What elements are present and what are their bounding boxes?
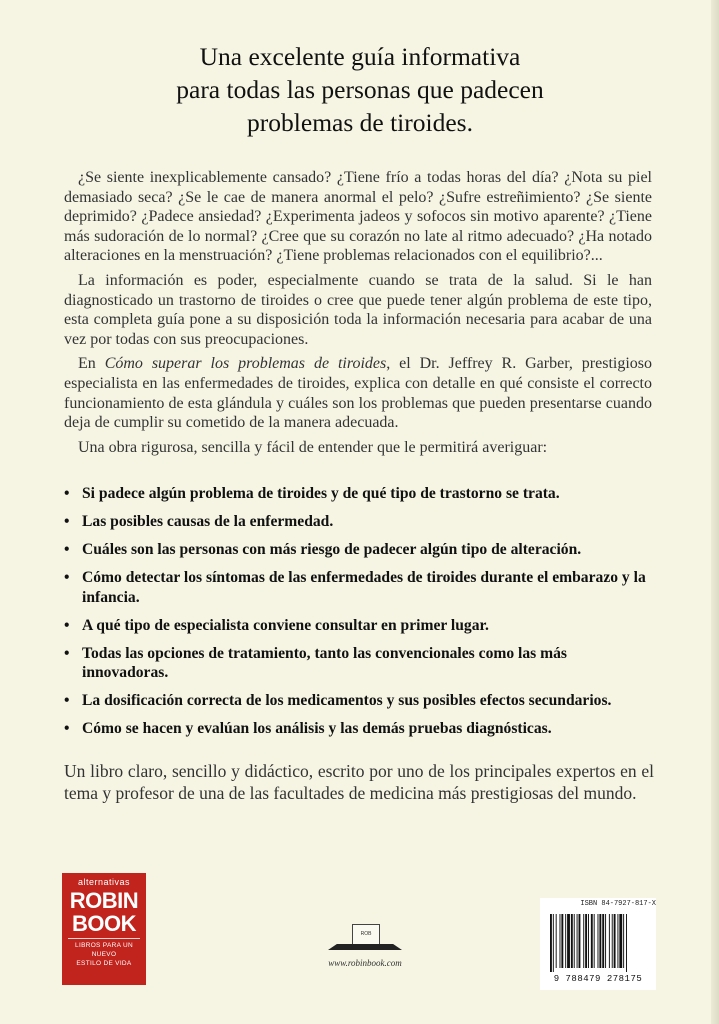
barcode-bar bbox=[565, 914, 566, 968]
author-paragraph-body: , el Dr. Jeffrey R. Garber, prestigioso especialista en las enfermedades de tiroides, explica con detalle en qué consiste el correcto funcionamiento de esta glándula y cuáles son los problemas que pueden presentarse cuando deja de cumplir su cometido de la manera adecuada. bbox=[64, 355, 652, 432]
list-item-text: A qué tipo de especialista conviene consultar en primer lugar. bbox=[82, 616, 489, 634]
bullet-icon: • bbox=[64, 569, 70, 586]
barcode-bar bbox=[605, 914, 606, 968]
barcode-bar bbox=[561, 914, 563, 968]
list-item bbox=[64, 691, 654, 711]
headline-line-3: problemas de tiroides. bbox=[247, 108, 473, 137]
list-item-text: Cómo se hacen y evalúan los análisis y las demás pruebas diagnósticas. bbox=[82, 720, 552, 737]
ean-number: 9 788479 278175 bbox=[553, 974, 643, 984]
barcode-bar bbox=[617, 914, 618, 968]
list-item bbox=[64, 568, 654, 607]
isbn-text: ISBN 84-7927-817-X bbox=[580, 900, 656, 908]
imprint-mark-icon bbox=[352, 924, 380, 946]
bullet-icon: • bbox=[64, 692, 70, 709]
barcode-bar bbox=[556, 914, 557, 968]
bullet-icon: • bbox=[64, 720, 70, 737]
barcode-bar bbox=[574, 914, 575, 968]
barcode-bar bbox=[567, 914, 570, 968]
publisher-website: www.robinbook.com bbox=[328, 958, 402, 968]
logo-brand-line-1: ROBIN bbox=[69, 888, 139, 913]
barcode-block bbox=[540, 898, 656, 990]
topics-list bbox=[64, 484, 654, 747]
barcode-bar bbox=[619, 914, 622, 968]
list-item bbox=[64, 644, 654, 683]
bullet-icon: • bbox=[64, 644, 70, 662]
barcode-icon bbox=[548, 914, 652, 972]
list-item-text: Todas las opciones de tratamiento, tanto las convencionales como las más innovadoras. bbox=[82, 644, 567, 681]
barcode-bar bbox=[553, 914, 554, 972]
intro-paragraph-summary: Una obra rigurosa, sencilla y fácil de entender que le permitirá averiguar: bbox=[78, 438, 548, 456]
barcode-bar bbox=[585, 914, 587, 968]
intro-paragraph-author bbox=[64, 354, 652, 432]
barcode-bar bbox=[598, 914, 599, 968]
list-item bbox=[64, 484, 654, 504]
headline bbox=[60, 40, 660, 139]
logo-brand-line-2: BOOK bbox=[72, 911, 136, 936]
intro-text bbox=[64, 168, 652, 462]
headline-line-2: para todas las personas que padecen bbox=[176, 75, 544, 104]
imprint-base-shape bbox=[328, 944, 402, 950]
publisher-logo bbox=[62, 873, 146, 985]
barcode-bar bbox=[599, 914, 601, 968]
barcode-bar bbox=[588, 914, 589, 968]
barcode-bar bbox=[577, 914, 578, 968]
list-item bbox=[64, 616, 654, 636]
book-title: Cómo superar los problemas de tiroides bbox=[104, 355, 387, 373]
barcode-bar bbox=[550, 914, 552, 972]
bullet-icon: • bbox=[64, 513, 70, 530]
intro-paragraph-information: La información es poder, especialmente cuando se trata de la salud. Si le han diagnosticado un trastorno de tiroides o cree que puede tener algún problema de este tipo, esta completa guía pone a su disposición toda la información necesaria para acabar de una vez por todas con sus preocupaciones. bbox=[64, 271, 652, 348]
list-item bbox=[64, 512, 654, 532]
barcode-bar bbox=[594, 914, 595, 968]
headline-line-1: Una excelente guía informativa bbox=[199, 42, 521, 71]
barcode-bar bbox=[612, 914, 613, 968]
closing-paragraph: Un libro claro, sencillo y didáctico, escrito por uno de los principales expertos en el tema y profesor de una de las facultades de medicina más prestigiosas del mundo. bbox=[64, 761, 654, 803]
barcode-bar bbox=[602, 914, 604, 968]
barcode-bar bbox=[579, 914, 581, 968]
barcode-bar bbox=[560, 914, 561, 968]
barcode-bar bbox=[614, 914, 616, 968]
logo-subtitle-line-1: LIBROS PARA UN NUEVO bbox=[75, 942, 133, 958]
bullet-icon: • bbox=[64, 541, 70, 558]
bullet-icon: • bbox=[64, 616, 70, 634]
logo-subtitle-line-2: ESTILO DE VIDA bbox=[76, 960, 132, 967]
book-spine-edge bbox=[711, 0, 719, 1024]
barcode-bar bbox=[571, 914, 573, 968]
list-item-text: Si padece algún problema de tiroides y de qué tipo de trastorno se trata. bbox=[82, 485, 560, 502]
barcode-bar bbox=[609, 914, 610, 968]
list-item-text: Cómo detectar los síntomas de las enfermedades de tiroides durante el embarazo y la infancia. bbox=[82, 569, 646, 606]
barcode-bar bbox=[583, 914, 584, 968]
logo-divider bbox=[68, 938, 140, 939]
barcode-bar bbox=[591, 914, 593, 968]
intro-paragraph-questions: ¿Se siente inexplicablemente cansado? ¿Tiene frío a todas horas del día? ¿Nota su piel demasiado seca? ¿Se le cae de manera anormal el pelo? ¿Sufre estreñimiento? ¿Se siente deprimido? ¿Padece ansiedad? ¿Experimenta jadeos y sofocos sin motivo aparente? ¿Tiene más sudoración de lo normal? ¿Cree que su corazón no late al ritmo adecuado? ¿Ha notado alteraciones en la menstruación? ¿Tiene problemas relacionados con el equilibrio?... bbox=[64, 169, 652, 265]
logo-tagline: alternativas bbox=[77, 877, 131, 887]
imprint-label: ROB bbox=[360, 931, 372, 937]
list-item-text: La dosificación correcta de los medicamentos y sus posibles efectos secundarios. bbox=[82, 692, 612, 709]
list-item bbox=[64, 540, 654, 560]
list-item-text: Cuáles son las personas con más riesgo de padecer algún tipo de alteración. bbox=[82, 541, 582, 558]
barcode-bar bbox=[626, 914, 627, 972]
bullet-icon: • bbox=[64, 485, 70, 502]
list-item bbox=[64, 719, 654, 739]
author-paragraph-lead: En bbox=[78, 355, 105, 373]
barcode-bar bbox=[623, 914, 624, 968]
list-item-text: Las posibles causas de la enfermedad. bbox=[82, 513, 334, 530]
